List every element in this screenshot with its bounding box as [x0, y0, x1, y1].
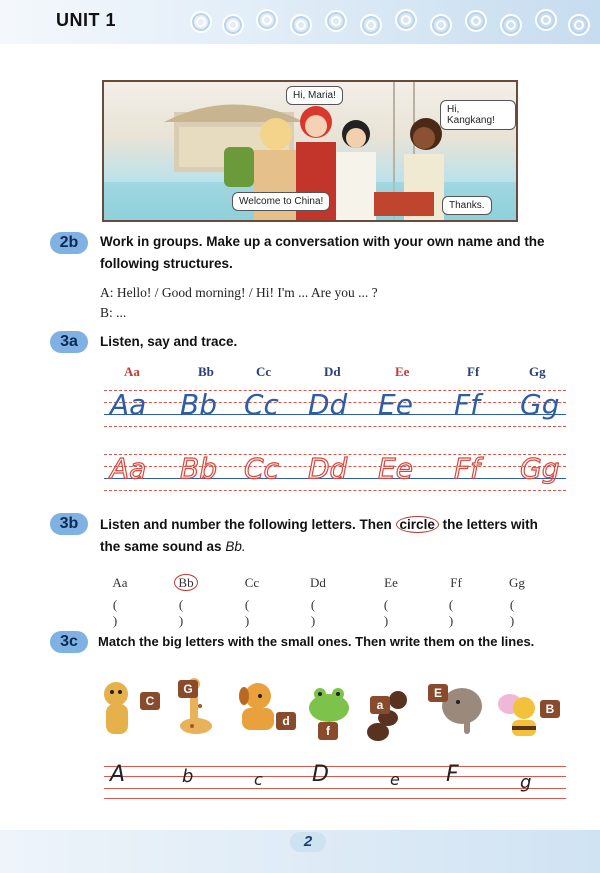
- decor-ring-icon: [395, 9, 417, 31]
- letter-heading-cc: Cc: [256, 364, 272, 379]
- example-letter: Bb.: [225, 539, 246, 554]
- letter-heading-ee: Ee: [395, 364, 410, 379]
- traced-letter: Bb: [180, 452, 217, 485]
- trace-lines-row2: [104, 450, 566, 492]
- written-letter: D: [312, 762, 329, 787]
- traced-letter: Ff: [454, 452, 480, 485]
- guide-line: [104, 490, 566, 491]
- page-header: [0, 0, 600, 44]
- decor-ring-icon: [256, 9, 278, 31]
- answer-blank[interactable]: ( ): [383, 597, 399, 628]
- letter-pair-ff: Ff: [450, 575, 462, 590]
- dog-icon: [230, 678, 284, 744]
- answer-blank[interactable]: ( ): [310, 597, 326, 628]
- traced-letter: Ee: [378, 452, 413, 485]
- decor-ring-icon: [290, 14, 312, 36]
- guide-line: [104, 776, 566, 777]
- letter-sign: d: [276, 712, 296, 730]
- letter-pair-gg: Gg: [509, 575, 525, 590]
- unit-title: UNIT 1: [56, 10, 117, 30]
- instruction-3b-text: the same sound as: [100, 539, 222, 554]
- letter-heading-dd: Dd: [324, 364, 341, 379]
- answer-blank[interactable]: ( ): [509, 597, 525, 628]
- dialogue-line-b: B: ...: [100, 305, 127, 320]
- trace-letter: Bb: [180, 388, 217, 421]
- decor-ring-icon: [500, 14, 522, 36]
- letter-sign: E: [428, 684, 448, 702]
- instruction-2b-line2: following structures.: [100, 256, 233, 271]
- circle-word: circle: [396, 516, 439, 533]
- written-letter: g: [520, 772, 532, 793]
- trace-letter: Ee: [378, 388, 413, 421]
- answer-blank[interactable]: ( ): [112, 597, 128, 628]
- instruction-3a: Listen, say and trace.: [100, 334, 238, 349]
- trace-lines-row1: [104, 386, 566, 428]
- decor-ring-icon: [222, 14, 244, 36]
- letter-sign: a: [370, 696, 390, 714]
- ant-icon: [362, 682, 416, 748]
- letter-heading-ff: Ff: [467, 364, 480, 379]
- base-line: [104, 788, 566, 789]
- comic-illustration: [102, 80, 518, 222]
- written-letter: e: [390, 770, 400, 789]
- write-lines-3c: [104, 762, 566, 802]
- trace-letter: Ff: [454, 388, 480, 421]
- decor-ring-icon: [535, 9, 557, 31]
- letter-pair-aa: Aa: [112, 575, 128, 590]
- exercise-label-3a: 3a: [50, 331, 88, 353]
- letter-pair-dd: Dd: [310, 575, 326, 590]
- traced-letter: Cc: [244, 452, 279, 485]
- letter-heading-gg: Gg: [529, 364, 546, 379]
- instruction-2b-line1: Work in groups. Make up a conversation with your own name and the: [100, 234, 545, 249]
- written-letter: F: [446, 762, 459, 787]
- letter-sign: C: [140, 692, 160, 710]
- instruction-3b-line1: [100, 514, 538, 536]
- letter-sign: f: [318, 722, 338, 740]
- guide-line: [104, 798, 566, 799]
- page-number: 2: [290, 832, 326, 852]
- exercise-label-3c: 3c: [50, 631, 88, 653]
- instruction-3c: Match the big letters with the small ones. Then write them on the lines.: [98, 634, 535, 649]
- trace-letter: Aa: [110, 388, 147, 421]
- letter-heading-bb: Bb: [198, 364, 214, 379]
- cat-icon: [96, 678, 150, 744]
- decor-ring-icon: [465, 10, 487, 32]
- answer-blank[interactable]: ( ): [244, 597, 260, 628]
- speech-bubble: Thanks.: [442, 196, 492, 215]
- instruction-3b-line2: [100, 536, 246, 558]
- trace-letter: Gg: [520, 388, 560, 421]
- traced-letter: Dd: [308, 452, 348, 485]
- guide-line: [104, 766, 566, 767]
- decor-ring-icon: [360, 14, 382, 36]
- written-letter: A: [110, 762, 126, 787]
- decor-ring-icon: [325, 10, 347, 32]
- speech-bubble: Hi, Kangkang!: [440, 100, 516, 130]
- written-letter: b: [182, 766, 194, 787]
- exercise-label-2b: 2b: [50, 232, 88, 254]
- letter-pair-ee: Ee: [384, 575, 398, 590]
- answer-blank[interactable]: ( ): [178, 597, 194, 628]
- exercise-label-3b: 3b: [50, 513, 88, 535]
- speech-bubble: Welcome to China!: [232, 192, 330, 211]
- traced-letter: Aa: [110, 452, 147, 485]
- decor-ring-icon: [568, 14, 590, 36]
- letter-pair-cc: Cc: [244, 575, 260, 590]
- trace-letter: Dd: [308, 388, 348, 421]
- guide-line: [104, 426, 566, 427]
- instruction-3b-text: the letters with: [442, 517, 538, 532]
- written-letter: c: [254, 770, 263, 789]
- bee-icon: [494, 686, 548, 752]
- decor-ring-icon: [430, 14, 452, 36]
- dialogue-line-a: A: Hello! / Good morning! / Hi! I'm ... Are you ... ?: [100, 285, 378, 300]
- letter-heading-aa: Aa: [124, 364, 140, 379]
- circled-letter: Bb: [174, 574, 197, 591]
- speech-bubble: Hi, Maria!: [286, 86, 343, 105]
- letter-pair-bb: [166, 575, 206, 591]
- decor-ring-icon: [190, 11, 212, 33]
- instruction-3b-text: Listen and number the following letters. Then: [100, 517, 392, 532]
- letter-sign: B: [540, 700, 560, 718]
- letter-sign: G: [178, 680, 198, 698]
- trace-letter: Cc: [244, 388, 279, 421]
- traced-letter: Gg: [520, 452, 560, 485]
- answer-blank[interactable]: ( ): [448, 597, 464, 628]
